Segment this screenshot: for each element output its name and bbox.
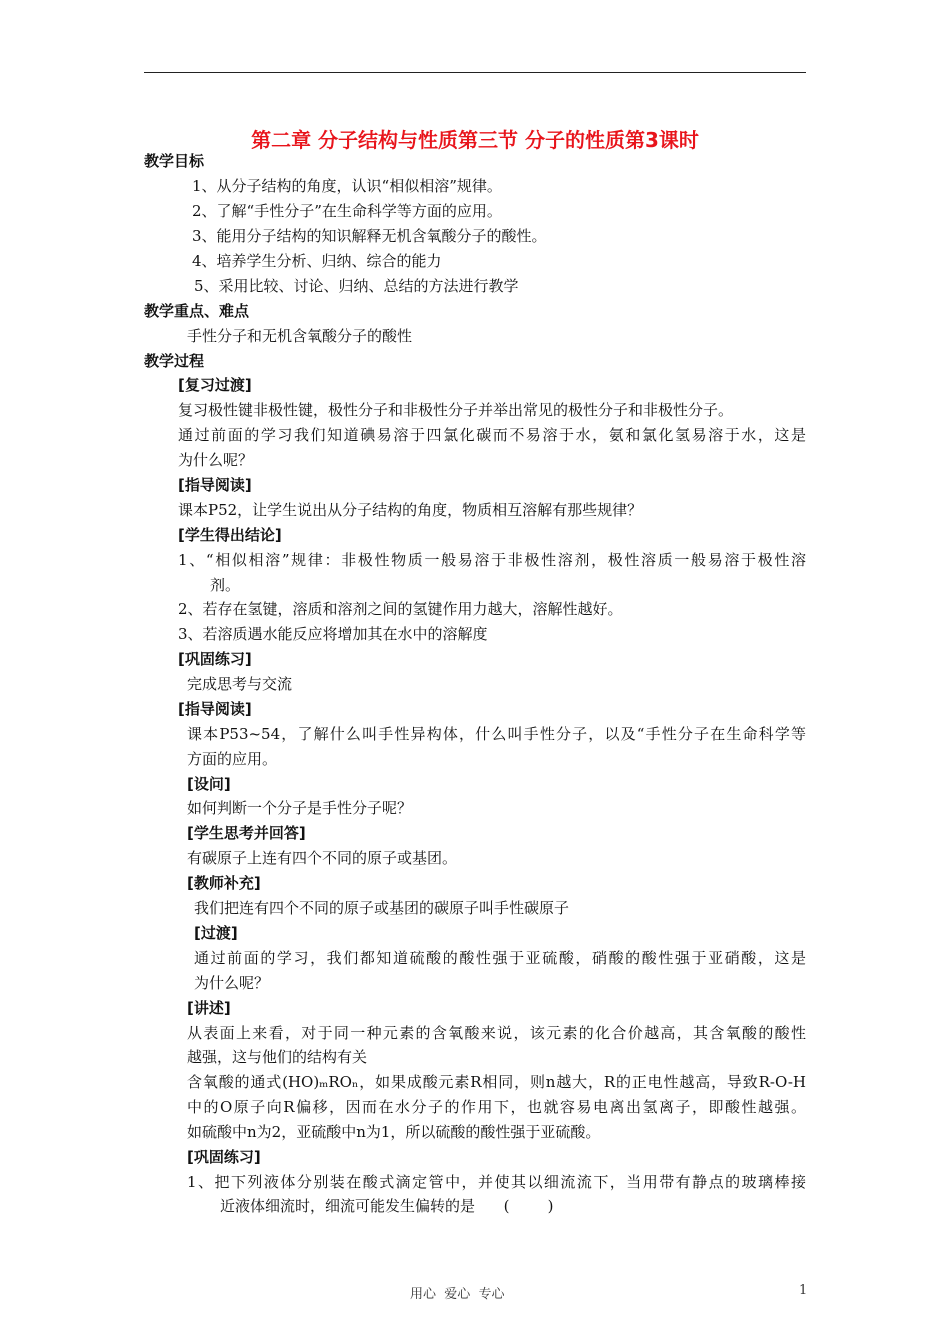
paragraph-line: 1、“相似相溶”规律：非极性物质一般易溶于非极性溶剂，极性溶质一般易溶于极性溶 <box>178 551 806 569</box>
goal-item: 4、培养学生分析、归纳、综合的能力 <box>192 252 442 270</box>
subheading: [学生得出结论] <box>178 526 282 544</box>
paragraph-line: 3、若溶质遇水能反应将增加其在水中的溶解度 <box>178 625 488 643</box>
paragraph-line: 复习极性键非极性键，极性分子和非极性分子并举出常见的极性分子和非极性分子。 <box>178 401 734 419</box>
subheading: [教师补充] <box>187 874 261 892</box>
section-heading: 教学目标 <box>144 152 205 170</box>
paragraph-line: 为什么呢？ <box>194 974 270 992</box>
paragraph-line: 如硫酸中n为2，亚硫酸中n为1，所以硫酸的酸性强于亚硫酸。 <box>187 1123 601 1141</box>
paragraph-line: 为什么呢？ <box>178 451 254 469</box>
paragraph-line: 完成思考与交流 <box>187 675 293 693</box>
paragraph-line: 课本P53~54，了解什么叫手性异构体，什么叫手性分子，以及“手性分子在生命科学等 <box>187 725 806 743</box>
subheading: [讲述] <box>187 999 231 1017</box>
page-number: 1 <box>799 1283 808 1298</box>
paragraph-line: 我们把连有四个不同的原子或基团的碳原子叫手性碳原子 <box>194 899 570 917</box>
subheading: [设问] <box>187 775 231 793</box>
paragraph-line: 2、若存在氢键，溶质和溶剂之间的氢键作用力越大，溶解性越好。 <box>178 600 623 618</box>
paragraph-line: 含氧酸的通式(HO)ₘROₙ，如果成酸元素R相同，则n越大，R的正电性越高，导致R-O-H <box>187 1073 806 1091</box>
question-line: 1、把下列液体分别装在酸式滴定管中，并使其以细流流下，当用带有静点的玻璃棒接 <box>187 1173 806 1191</box>
section-heading: 教学重点、难点 <box>144 302 250 320</box>
subheading: [学生思考并回答] <box>187 824 306 842</box>
paragraph-line: 课本P52，让学生说出从分子结构的角度，物质相互溶解有那些规律？ <box>178 501 643 519</box>
section-heading: 教学过程 <box>144 352 205 370</box>
paragraph-line: 方面的应用。 <box>187 750 278 768</box>
paragraph-line: 越强，这与他们的结构有关 <box>187 1048 368 1066</box>
subheading: [巩固练习] <box>178 650 252 668</box>
goal-item: 1、从分子结构的角度，认识“相似相溶”规律。 <box>192 177 502 195</box>
footer-text: 用心 爱心 专心 <box>410 1287 505 1302</box>
subheading: [指导阅读] <box>178 700 252 718</box>
paragraph-line: 剂。 <box>210 576 241 594</box>
key-text: 手性分子和无机含氧酸分子的酸性 <box>187 327 413 345</box>
paragraph-line: 通过前面的学习我们知道碘易溶于四氯化碳而不易溶于水，氨和氯化氢易溶于水，这是 <box>178 426 806 444</box>
paragraph-line: 通过前面的学习，我们都知道硫酸的酸性强于亚硫酸，硝酸的酸性强于亚硝酸，这是 <box>194 949 806 967</box>
goal-item: 2、了解“手性分子”在生命科学等方面的应用。 <box>192 202 502 220</box>
question-line: 近液体细流时，细流可能发生偏转的是 ( ) <box>220 1197 554 1215</box>
subheading: [指导阅读] <box>178 476 252 494</box>
paragraph-line: 从表面上来看，对于同一种元素的含氧酸来说，该元素的化合价越高，其含氧酸的酸性 <box>187 1024 806 1042</box>
page-title: 第二章 分子结构与性质第三节 分子的性质第3课时 <box>251 128 699 152</box>
subheading: [巩固练习] <box>187 1148 261 1166</box>
paragraph-line: 中的O原子向R偏移，因而在水分子的作用下，也就容易电离出氢离子，即酸性越强。 <box>187 1098 806 1116</box>
goal-item: 3、能用分子结构的知识解释无机含氧酸分子的酸性。 <box>192 227 547 245</box>
paragraph-line: 如何判断一个分子是手性分子呢？ <box>187 799 413 817</box>
subheading: [复习过渡] <box>178 376 252 394</box>
subheading: [过渡] <box>194 924 238 942</box>
goal-item: 5、采用比较、讨论、归纳、总结的方法进行教学 <box>194 277 519 295</box>
header-rule <box>144 72 806 73</box>
paragraph-line: 有碳原子上连有四个不同的原子或基团。 <box>187 849 458 867</box>
